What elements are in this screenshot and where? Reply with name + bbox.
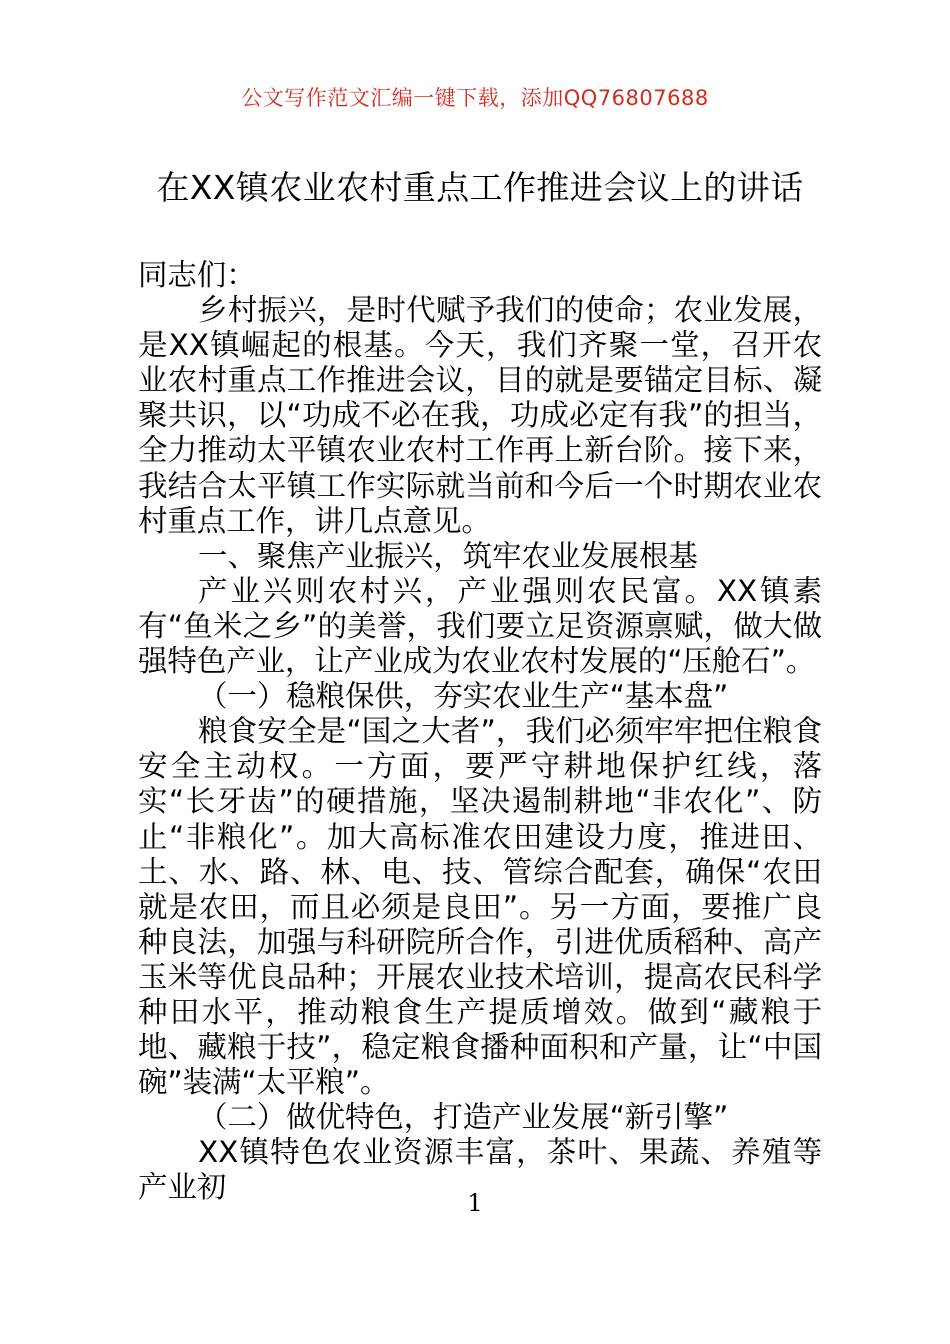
document-title: 在XX镇农业农村重点工作推进会议上的讲话 — [156, 168, 804, 207]
paragraph-section-1-1-body: 粮食安全是“国之大者”，我们必须牢牢把住粮食安全主动权。一方面，要严守耕地保护红线，落实“长牙齿”的硬措施，坚决遏制耕地“非农化”、防止“非粮化”。加大高标准农田建设力度，推进田、土、水、路、林、电、技、管综合配套，确保“农田就是农田，而且必须是良田”。另一方面，要推广良种良法，加强与科研院所合作，引进优质稻种、高产玉米等优良品种；开展农业技术培训，提高农民科学种田水平，推动粮食生产提质增效。做到“藏粮于地、藏粮于技”，稳定粮食播种面积和产量，让“中国碗”装满“太平粮”。 — [138, 714, 822, 1100]
paragraph-opening: 乡村振兴，是时代赋予我们的使命；农业发展，是XX镇崛起的根基。今天，我们齐聚一堂，召开农业农村重点工作推进会议，目的就是要锚定目标、凝聚共识，以“功成不必在我，功成必定有我”的担当，全力推动太平镇农业农村工作再上新台阶。接下来，我结合太平镇工作实际就当前和今后一个时期农业农村重点工作，讲几点意见。 — [138, 293, 822, 538]
paragraph-heading-1-1: （一）稳粮保供，夯实农业生产“基本盘” — [198, 679, 729, 714]
paragraph-salutation: 同志们： — [138, 258, 256, 292]
paragraph-container — [138, 258, 822, 1206]
paragraph-section-1-2-body: XX镇特色农业资源丰富，茶叶、果蔬、养殖等产业初 — [138, 1135, 822, 1205]
paragraph-heading-1-2: （二）做优特色，打造产业发展“新引擎” — [198, 1100, 729, 1135]
promo-header-text: 公文写作范文汇编一键下载，添加QQ76807688 — [241, 86, 709, 110]
document-body — [138, 160, 822, 1206]
paragraph-heading-1: 一、聚焦产业振兴，筑牢农业发展根基 — [198, 538, 698, 573]
title-spacer — [138, 216, 822, 258]
paragraph-section-1-body: 产业兴则农村兴，产业强则农民富。XX镇素有“鱼米之乡”的美誉，我们要立足资源禀赋，做大做强特色产业，让产业成为农业农村发展的“压舱石”。 — [138, 573, 822, 679]
page-number: 1 — [467, 1189, 483, 1217]
